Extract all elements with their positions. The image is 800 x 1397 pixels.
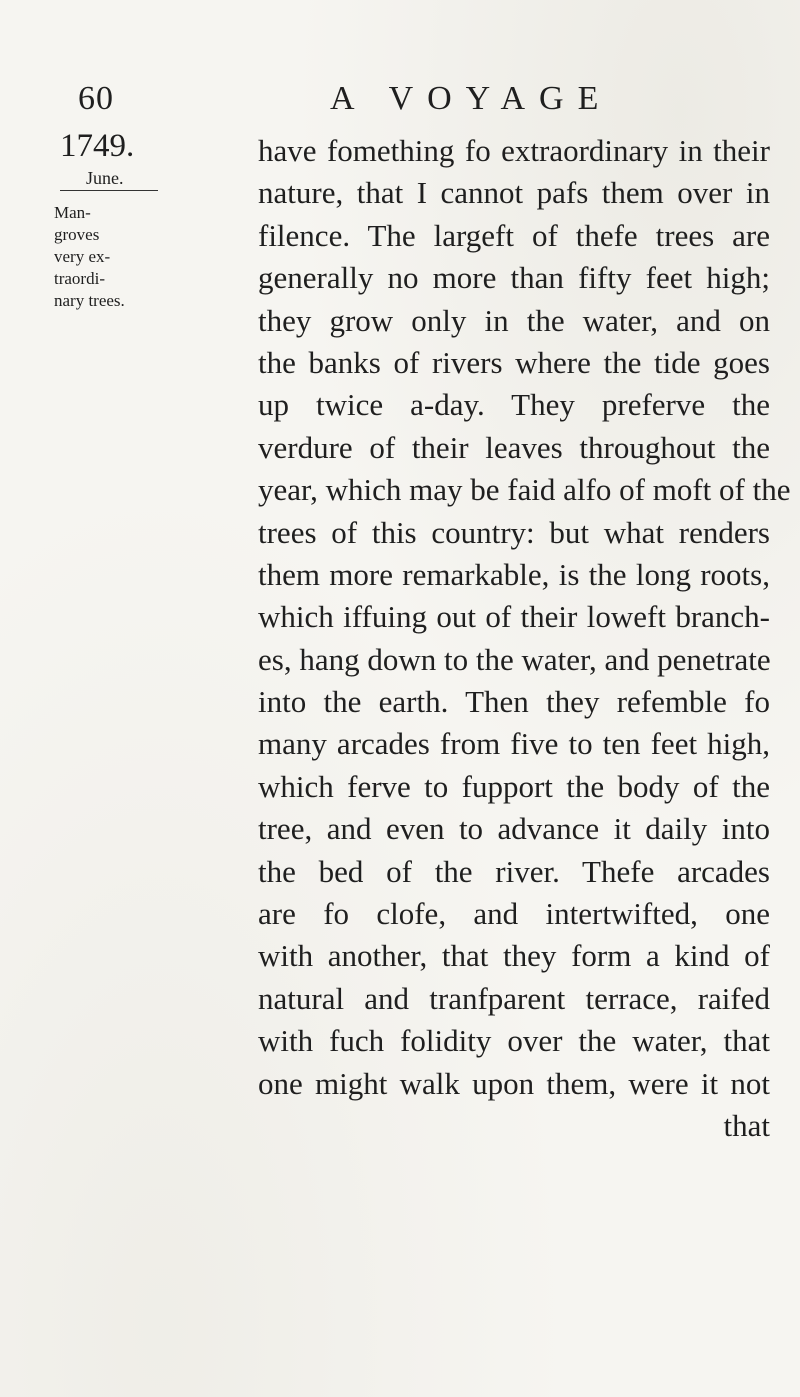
text-line: have fomething fo extraordinary in their <box>258 133 770 168</box>
text-line: with another, that they form a kind of <box>258 938 770 974</box>
text-line: tree, and even to advance it daily into <box>258 811 770 847</box>
text-line: filence. The largeft of thefe trees are <box>258 217 770 253</box>
text-line: generally no more than fifty feet high; <box>258 260 770 296</box>
text-line: the banks of rivers where the tide goes <box>258 344 770 380</box>
margin-note-line: groves <box>54 225 100 244</box>
margin-note-line: very ex- <box>54 247 111 266</box>
text-line: with fuch folidity over the water, that <box>258 1023 770 1059</box>
text-line: which iffuing out of their loweft branch- <box>258 599 770 635</box>
margin-month: June. <box>86 168 124 188</box>
margin-note-line: traordi- <box>54 269 105 288</box>
text-line: many arcades from five to ten feet high, <box>258 726 770 762</box>
text-line: are fo clofe, and intertwifted, one <box>258 896 770 932</box>
margin-note <box>54 202 164 312</box>
page-number: 60 <box>78 80 114 117</box>
body-text <box>258 130 791 1147</box>
running-head: A VOYAGE <box>330 80 613 117</box>
text-line: verdure of their leaves throughout the <box>258 429 770 465</box>
text-line: which ferve to fupport the body of the <box>258 768 770 804</box>
text-line: natural and tranfparent terrace, raifed <box>258 980 770 1016</box>
text-line: trees of this country: but what renders <box>258 514 770 550</box>
text-line: es, hang down to the water, and penetrate <box>258 641 771 677</box>
text-line: one might walk upon them, were it not <box>258 1065 770 1101</box>
margin-note-line: Man- <box>54 203 91 222</box>
text-line: the bed of the river. Thefe arcades <box>258 853 770 889</box>
margin-year: 1749. <box>60 128 135 164</box>
text-line: they grow only in the water, and on <box>258 302 770 338</box>
text-line: year, which may be faid alfo of moft of the <box>258 472 791 508</box>
text-line: into the earth. Then they refemble fo <box>258 684 770 720</box>
margin-rule <box>60 190 158 191</box>
text-line: nature, that I cannot pafs them over in <box>258 175 770 211</box>
text-line: them more remarkable, is the long roots, <box>258 556 770 592</box>
text-line: up twice a-day. They preferve the <box>258 387 770 423</box>
catchword: that <box>723 1107 770 1143</box>
margin-note-line: nary trees. <box>54 291 125 310</box>
